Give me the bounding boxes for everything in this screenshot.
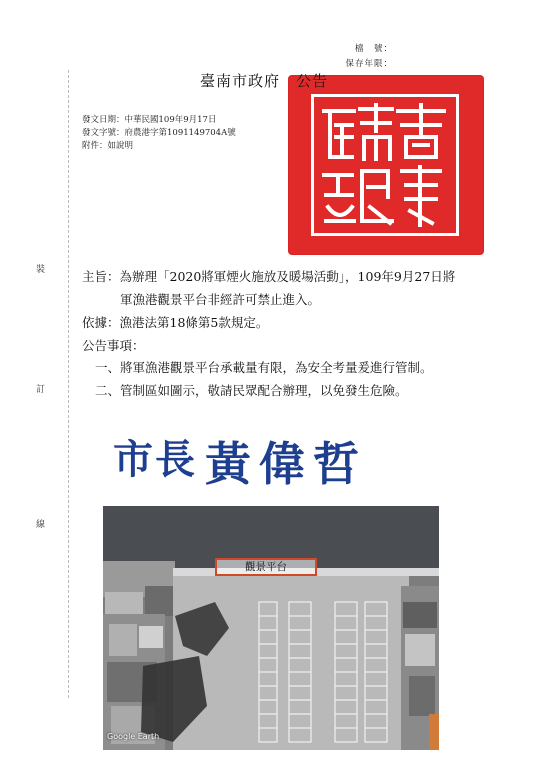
seal-script-glyphs [314,97,456,233]
issue-date: 發文日期：中華民國109年9月17日 [82,115,217,125]
file-number-label: 檔 號： [354,44,393,54]
signature-role: 市長 [113,437,197,483]
notice-item-1: 一、將軍漁港觀景平台承載量有限，為安全考量爰進行管制。 [95,360,433,375]
binding-char-ding: 訂 [36,385,46,395]
notice-item-2: 二、管制區如圖示，敬請民眾配合辦理，以免發生危險。 [95,383,408,398]
notice-heading: 公告事項： [82,338,145,353]
map-watermark: Google Earth [107,732,160,741]
page-title: 臺南市政府 公告 [200,72,329,90]
signature-name: 黃偉哲 [205,437,367,491]
subject-line-2: 軍漁港觀景平台非經許可禁止進入。 [120,292,321,307]
binding-line [68,70,69,698]
aerial-photo-drawing [103,506,439,750]
binding-char-zhuang: 裝 [36,265,46,275]
basis-line: 依據：漁港法第18條第5款規定。 [82,315,269,330]
retention-label: 保存年限： [345,59,393,69]
viewing-platform-label: 觀景平台 [215,558,317,576]
subject-line-1: 主旨：為辦理「2020將軍煙火施放及暖場活動」，109年9月27日將 [82,269,456,284]
aerial-map-photo [103,506,439,750]
binding-char-xian: 線 [36,520,46,530]
document-number: 發文字號：府農港字第1091149704A號 [82,128,236,138]
attachment-note: 附件：如說明 [82,141,134,151]
official-seal-stamp [289,76,483,254]
